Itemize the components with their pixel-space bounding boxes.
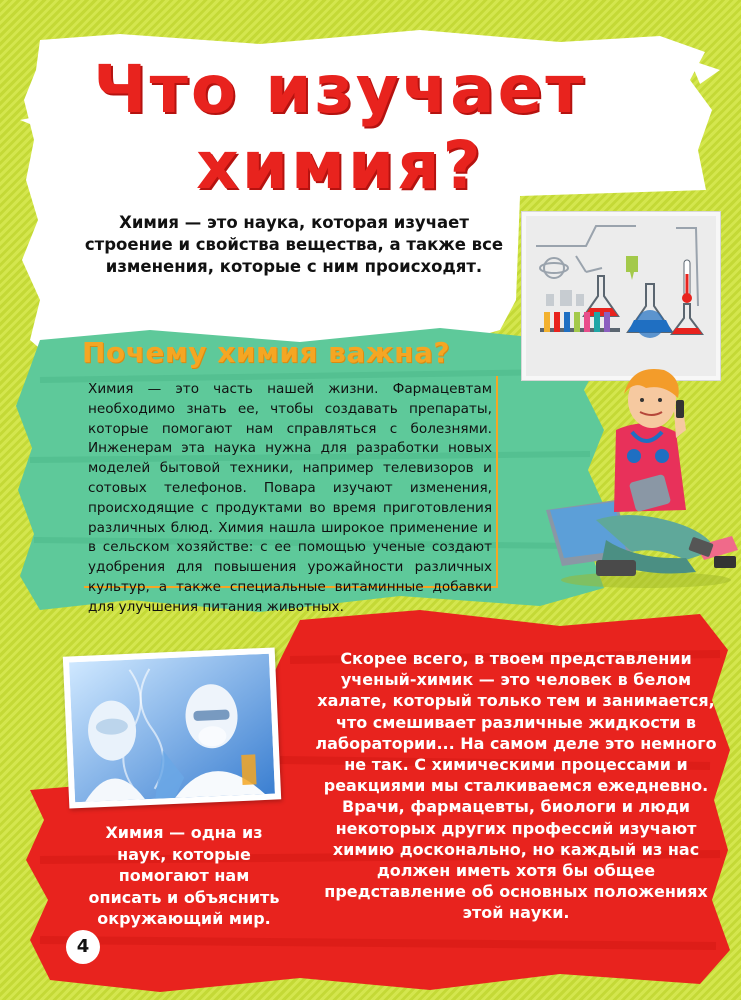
boy-with-tablet-illustration	[536, 360, 741, 592]
photo-caption: Химия — одна из наук, которые помогают нам описать и объяснить окружающий мир.	[88, 823, 280, 928]
lab-scientists-image	[69, 654, 275, 803]
scientists-photo	[63, 647, 281, 808]
intro-paragraph: Химия — это наука, которая изучает строение и свойства вещества, а также все изменения, которые с ним происходят.	[84, 213, 504, 276]
page-title-line1: Что изучает	[93, 51, 587, 128]
chemist-paragraph: Скорее всего, в твоем представлении ученый-химик — это человек в белом халате, который только тем и занимается, что смешивает различные жидкости в лаборатории... На самом деле это немного не так. С химическими процессами и реакциями мы сталкиваемся ежедневно. Врачи, фармацевты, биологи и люди некоторых других профессий изучают химию досконально, но каждый из нас должен иметь хотя бы общее представление об основных положениях этой науки.	[315, 649, 717, 923]
lab-equipment-illustration	[522, 212, 720, 380]
page-number: 4	[66, 930, 100, 964]
section-heading: Почему химия важна?	[82, 336, 451, 369]
page-title-line2: химия?	[196, 127, 484, 204]
section-body-paragraph: Химия — это часть нашей жизни. Фармацевтам необходимо знать ее, чтобы создавать препараты, которые помогают нам справляться с болезнями. Инженерам эта наука нужна для разработки новых моделей бытовой техники, например телевизоров и сотовых телефонов. Повара изучают изменения, происходящие с продуктами во время приготовления различных блюд. Химия нашла широкое применение и в сельском хозяйстве: с ее помощью ученые создают удобрения для повышения урожайности различных культур, а также специальные витаминные добавки для улучшения питания животных.	[88, 381, 492, 615]
flask-icon	[526, 216, 716, 376]
